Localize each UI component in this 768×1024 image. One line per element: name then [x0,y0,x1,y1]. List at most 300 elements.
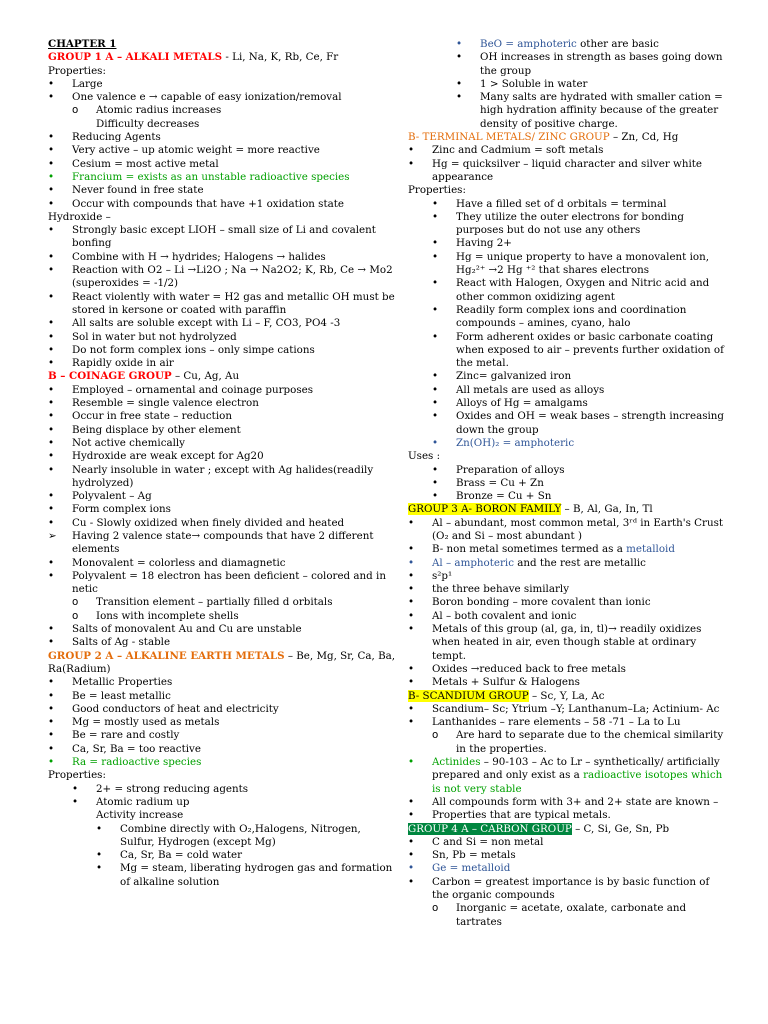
right-line [408,91,726,131]
text-span: Zinc and Cadmium = soft metals [432,144,604,157]
text-span: OH increases in strength as bases going down the group [480,51,723,77]
left-line [48,743,398,756]
text-span: GROUP 4 A – CARBON GROUP [408,822,572,835]
right-line [408,450,726,463]
text-span: Ca, Sr, Ba = cold water [120,849,243,862]
text-span: Bronze = Cu + Sn [456,490,552,503]
sub-bullet-marker: o [72,104,79,117]
right-line [408,251,726,278]
bullet-marker: • [96,849,103,862]
bullet-marker: • [432,410,439,423]
left-line [48,437,398,450]
text-span: Preparation of alloys [456,463,565,476]
text-span: – Sc, Y, La, Ac [528,689,605,702]
text-span: Oxides →reduced back to free metals [432,662,626,675]
left-line [48,703,398,716]
right-line [408,198,726,211]
right-line [408,703,726,716]
text-span: Properties: [48,64,106,77]
right-line [408,397,726,410]
left-line [48,796,398,809]
right-line [408,38,726,51]
bullet-marker: • [408,676,415,689]
text-span: Carbon = greatest importance is by basic function of the organic compounds [432,875,710,901]
text-span: Actinides [432,756,481,769]
left-line [48,490,398,503]
right-line [408,809,726,822]
right-line [408,517,726,544]
text-span: Atomic radius increases [96,104,222,117]
right-line [408,503,726,516]
left-line [48,517,398,530]
right-line [408,610,726,623]
right-line [408,557,726,570]
text-span: Hg = quicksilver – liquid character and silver white appearance [432,157,703,183]
right-line [408,184,726,197]
text-span: Monovalent = colorless and diamagnetic [72,556,286,569]
left-line [48,849,398,862]
left-line [48,344,398,357]
text-span: Hydroxide are weak except for Ag20 [72,450,264,463]
left-line [48,317,398,330]
text-span: Reaction with O2 – Li →Li2O ; Na → Na2O2; K, Rb, Ce → Mo2 (superoxides = -1/2) [72,264,393,290]
bullet-marker: • [456,51,463,64]
left-line [48,716,398,729]
text-span: Brass = Cu + Zn [456,476,544,489]
text-span: Salts of Ag - stable [72,636,171,649]
bullet-marker: • [408,849,415,862]
bullet-marker: • [48,383,55,396]
bullet-marker: • [432,397,439,410]
bullet-marker: • [48,131,55,144]
left-line [48,424,398,437]
bullet-marker: • [408,662,415,675]
bullet-marker: • [48,157,55,170]
text-span: B- non metal sometimes termed as a [432,543,627,556]
text-span: Mg = mostly used as metals [72,716,220,729]
text-span: Combine with H → hydrides; Halogens → halides [72,250,326,263]
right-line [408,211,726,238]
left-line [48,51,398,64]
right-line [408,583,726,596]
bullet-marker: • [48,516,55,529]
bullet-marker: • [48,317,55,330]
bullet-marker: • [408,583,415,596]
sub-bullet-marker: o [72,596,79,609]
left-line [48,623,398,636]
right-line [408,490,726,503]
left-line [48,291,398,318]
text-span: 2+ = strong reducing agents [96,782,249,795]
bullet-marker: • [48,410,55,423]
bullet-marker: • [432,197,439,210]
text-span: Having 2 valence state→ compounds that have 2 different elements [72,529,374,556]
right-line [408,796,726,809]
left-line [48,862,398,889]
left-line [48,756,398,769]
text-span: Form complex ions [72,503,171,516]
bullet-marker: • [432,370,439,383]
right-line [408,384,726,397]
text-span: Ca, Sr, Ba = too reactive [72,742,201,755]
text-span: Occur in free state – reduction [72,410,232,423]
bullet-marker: • [48,450,55,463]
text-span: Metals of this group (al, ga, in, tl)→ readily oxidizes when heated in air, even though stable at ordinary tempt. [432,623,702,662]
text-span: React violently with water = H2 gas and metallic OH must be stored in kersone or coated with paraffin [72,290,395,316]
text-span: radioactive isotopes which is not very stable [432,769,723,795]
left-line [48,118,398,131]
text-span: Large [72,77,103,90]
text-span: Zinc= galvanized iron [456,370,572,383]
right-line [408,676,726,689]
bullet-marker: • [48,77,55,90]
left-line [48,464,398,491]
text-span: Al – amphoteric [432,556,514,569]
text-span: Do not form complex ions – only simpe cations [72,343,315,356]
left-line [48,158,398,171]
right-line [408,862,726,875]
chapter-title: CHAPTER 1 [48,38,117,50]
text-span: All salts are soluble except with Li – F, CO3, PO4 -3 [72,317,341,330]
left-line [48,650,398,677]
left-line [48,131,398,144]
left-line [48,783,398,796]
left-line [48,38,398,51]
sub-bullet-marker: o [432,729,439,742]
left-line [48,251,398,264]
text-span: Not active chemically [72,436,185,449]
left-line [48,676,398,689]
bullet-marker: • [48,689,55,702]
bullet-marker: • [48,490,55,503]
text-span: Be = rare and costly [72,729,180,742]
text-span: Oxides and OH = weak bases – strength increasing down the group [456,410,725,436]
left-line [48,198,398,211]
right-line [408,477,726,490]
right-line [408,277,726,304]
right-line [408,543,726,556]
left-line [48,570,398,597]
right-line [408,304,726,331]
text-span: Many salts are hydrated with smaller cation = high hydration affinity because of the greater density of positive charge. [480,91,723,130]
left-line [48,450,398,463]
right-line [408,237,726,250]
left-line [48,224,398,251]
right-line [408,836,726,849]
text-span: 1 > Soluble in water [480,77,588,90]
text-span: Properties: [408,184,466,197]
bullet-marker: • [48,290,55,303]
text-span: Mg = steam, liberating hydrogen gas and formation of alkaline solution [120,862,393,888]
bullet-marker: • [432,436,439,449]
bullet-marker: • [48,503,55,516]
text-span: metalloid [626,543,675,556]
text-span: Are hard to separate due to the chemical similarity in the properties. [456,729,724,755]
text-span: Metallic Properties [72,676,173,689]
text-span: All metals are used as alloys [456,383,605,396]
text-span: - Li, Na, K, Rb, Ce, Fr [222,51,339,64]
bullet-marker: • [96,822,103,835]
bullet-marker: • [48,264,55,277]
text-span: Occur with compounds that have +1 oxidation state [72,197,344,210]
bullet-marker: • [408,809,415,822]
bullet-marker: • [48,250,55,263]
right-line [408,51,726,78]
bullet-marker: • [48,569,55,582]
right-line [408,729,726,756]
text-span: Boron bonding – more covalent than ionic [432,596,651,609]
text-span: s²p¹ [432,569,453,582]
right-line [408,437,726,450]
text-span: Metals + Sulfur & Halogens [432,676,580,689]
text-span: B- SCANDIUM GROUP [408,689,529,702]
bullet-marker: • [408,875,415,888]
text-span: Difficulty decreases [96,117,200,130]
text-span: Readily form complex ions and coordination compounds – amines, cyano, halo [456,303,687,330]
right-line [408,410,726,437]
right-column [408,38,726,929]
sub-bullet-marker: o [72,609,79,622]
right-line [408,716,726,729]
text-span: Form adherent oxides or basic carbonate coating when exposed to air – prevents further oxidation of the metal. [456,330,724,370]
text-span: Inorganic = acetate, oxalate, carbonate and tartrates [456,902,687,928]
right-line [408,144,726,157]
bullet-marker: • [48,224,55,237]
bullet-marker: • [408,835,415,848]
right-line [408,663,726,676]
text-span: Atomic radium up [96,795,190,808]
left-line [48,144,398,157]
text-span: Have a filled set of d orbitals = terminal [456,197,667,210]
right-line [408,570,726,583]
left-line [48,729,398,742]
left-line [48,357,398,370]
left-line [48,370,398,383]
bullet-marker: • [432,476,439,489]
text-span: Cesium = most active metal [72,157,219,170]
bullet-marker: • [456,91,463,104]
text-span: other are basic [576,38,659,50]
text-span: Transition element – partially filled d orbitals [96,596,333,609]
bullet-marker: • [432,277,439,290]
left-column [48,38,398,889]
bullet-marker: • [432,463,439,476]
right-line [408,756,726,796]
text-span: Francium = exists as an unstable radioactive species [72,170,350,183]
text-span: Lanthanides – rare elements – 58 -71 – La to Lu [432,716,681,729]
left-line [48,530,398,557]
bullet-marker: • [408,556,415,569]
text-span: – Zn, Cd, Hg [609,131,679,144]
text-span: Uses : [408,450,441,463]
bullet-marker: • [48,357,55,370]
left-line [48,690,398,703]
right-line [408,876,726,903]
bullet-marker: • [48,729,55,742]
text-span: Alloys of Hg = amalgams [456,397,588,410]
left-line [48,397,398,410]
text-span: All compounds form with 3+ and 2+ state are known – [432,795,719,808]
bullet-marker: • [408,623,415,636]
left-line [48,557,398,570]
text-span: Hydroxide – [48,210,111,223]
text-span: BeO = amphoteric [480,38,577,50]
text-span: Sol in water but not hydrolyzed [72,330,237,343]
right-line [408,158,726,185]
bullet-marker: • [432,383,439,396]
arrow-bullet-icon: ➢ [48,529,57,542]
text-span: Activity increase [96,809,184,822]
right-line [408,464,726,477]
right-line [408,596,726,609]
text-span: Employed – ornamental and coinage purposes [72,383,314,396]
text-span: Al – both covalent and ionic [432,609,577,622]
text-span: B – COINAGE GROUP [48,370,172,383]
text-span: Ra = radioactive species [72,756,202,769]
bullet-marker: • [456,77,463,90]
left-line [48,384,398,397]
bullet-marker: • [408,702,415,715]
text-span: Cu - Slowly oxidized when finely divided and heated [72,516,345,529]
bullet-marker: • [408,596,415,609]
text-span: Combine directly with O₂,Halogens, Nitrogen, Sulfur, Hydrogen (except Mg) [120,822,361,848]
text-span: GROUP 2 A – ALKALINE EARTH METALS [48,649,285,662]
text-span: Scandium– Sc; Ytrium –Y; Lanthanum–La; Actinium- Ac [432,702,720,715]
bullet-marker: • [48,742,55,755]
bullet-marker: • [72,782,79,795]
text-span: Zn(OH)₂ = amphoteric [456,436,575,449]
text-span: Salts of monovalent Au and Cu are unstable [72,623,302,636]
bullet-marker: • [432,490,439,503]
text-span: Nearly insoluble in water ; except with Ag halides(readily hydrolyzed) [72,463,374,489]
right-line [408,370,726,383]
left-line [48,636,398,649]
bullet-marker: • [48,184,55,197]
bullet-marker: • [48,330,55,343]
text-span: Ge = metalloid [432,862,511,875]
left-line [48,410,398,423]
bullet-marker: • [408,862,415,875]
text-span: React with Halogen, Oxygen and Nitric acid and other common oxidizing agent [456,277,710,303]
text-span: GROUP 1 A – ALKALI METALS [48,51,223,64]
bullet-marker: • [408,516,415,529]
text-span: Polyvalent = 18 electron has been deficient – colored and in netic [72,569,386,596]
left-line [48,184,398,197]
right-line [408,902,726,929]
left-line [48,91,398,104]
right-line [408,131,726,144]
text-span: – Be, Mg, Sr, Ca, Ba, Ra(Radium) [48,649,396,675]
bullet-marker: • [456,38,463,50]
bullet-marker: • [48,636,55,649]
bullet-marker: • [408,144,415,157]
text-span: – Cu, Ag, Au [171,370,240,383]
bullet-marker: • [48,170,55,183]
bullet-marker: • [48,436,55,449]
left-line [48,809,398,822]
left-line [48,171,398,184]
right-line [408,690,726,703]
right-line [408,331,726,371]
bullet-marker: • [48,702,55,715]
text-span: Properties: [48,769,106,782]
bullet-marker: • [408,157,415,170]
bullet-marker: • [408,716,415,729]
left-line [48,823,398,850]
bullet-marker: • [48,676,55,689]
bullet-marker: • [48,716,55,729]
right-line [408,623,726,663]
text-span: GROUP 3 A- BORON FAMILY [408,503,562,516]
text-span: Having 2+ [456,237,512,250]
bullet-marker: • [48,423,55,436]
bullet-marker: • [408,543,415,556]
bullet-marker: • [48,623,55,636]
bullet-marker: • [48,144,55,157]
left-line [48,769,398,782]
bullet-marker: • [432,237,439,250]
left-line [48,596,398,609]
text-span: Polyvalent – Ag [72,490,152,503]
bullet-marker: • [432,303,439,316]
text-span: Sn, Pb = metals [432,849,516,862]
sub-bullet-marker: o [432,902,439,915]
text-span: Good conductors of heat and electricity [72,702,279,715]
bullet-marker: • [48,556,55,569]
right-line [408,78,726,91]
text-span: Never found in free state [72,184,204,197]
text-span: the three behave similarly [432,583,570,596]
left-line [48,503,398,516]
text-span: Being displace by other element [72,423,241,436]
text-span: – C, Si, Ge, Sn, Pb [571,822,670,835]
bullet-marker: • [48,397,55,410]
text-span: Hg = unique property to have a monovalent ion, Hg₂²⁺ →2 Hg ⁺² that shares electrons [456,250,709,277]
text-span: Reducing Agents [72,131,161,144]
left-line [48,78,398,91]
bullet-marker: • [48,197,55,210]
text-span: Resemble = single valence electron [72,397,259,410]
left-line [48,264,398,291]
text-span: – B, Al, Ga, In, Tl [561,503,653,516]
bullet-marker: • [408,795,415,808]
text-span: Strongly basic except LIOH – small size of Li and covalent bonfing [72,224,376,250]
left-line [48,610,398,623]
bullet-marker: • [432,210,439,223]
text-span: C and Si = non metal [432,835,544,848]
text-span: Ions with incomplete shells [96,609,239,622]
bullet-marker: • [432,250,439,263]
text-span: Very active – up atomic weight = more reactive [72,144,320,157]
text-span: They utilize the outer electrons for bonding purposes but do not use any others [456,210,684,237]
bullet-marker: • [72,795,79,808]
left-line [48,65,398,78]
text-span: – 90-103 – Ac to Lr – synthetically/ artificially prepared and only exist as a [432,756,720,782]
left-line [48,104,398,117]
bullet-marker: • [96,862,103,875]
bullet-marker: • [48,756,55,769]
text-span: Be = least metallic [72,689,171,702]
bullet-marker: • [408,756,415,769]
text-span: Rapidly oxide in air [72,357,174,370]
bullet-marker: • [48,463,55,476]
bullet-marker: • [408,609,415,622]
text-span: B- TERMINAL METALS/ ZINC GROUP [408,131,610,144]
text-span: One valence e → capable of easy ionization/removal [72,91,342,104]
right-line [408,849,726,862]
bullet-marker: • [408,569,415,582]
bullet-marker: • [48,91,55,104]
